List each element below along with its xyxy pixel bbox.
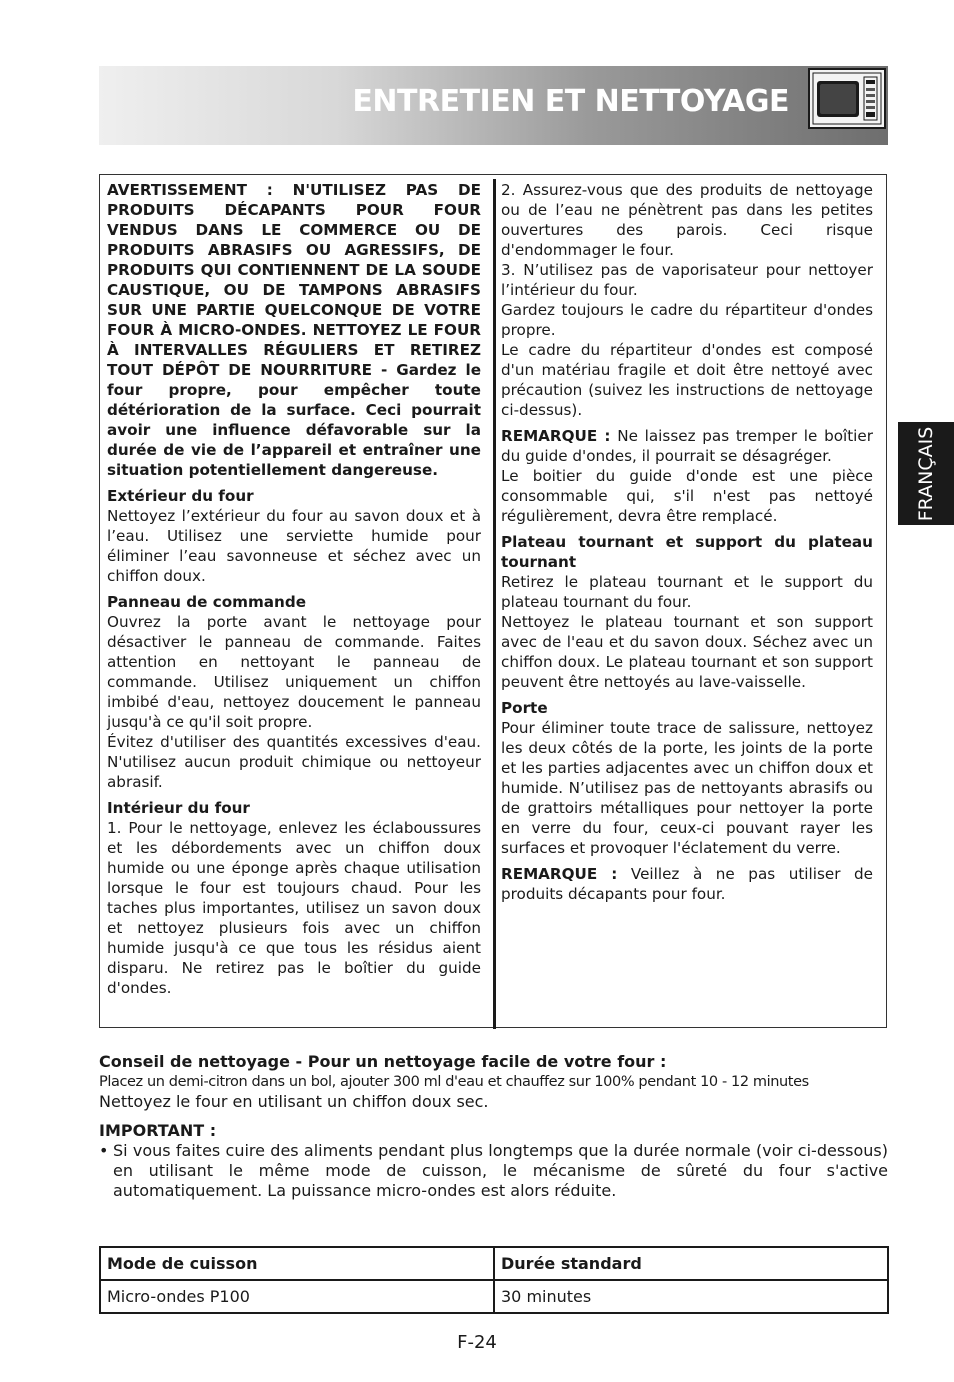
page-number: F-24 xyxy=(457,1332,497,1353)
page-title: ENTRETIEN ET NETTOYAGE xyxy=(352,84,789,119)
table-cell: 30 minutes xyxy=(494,1280,888,1313)
panel-heading: Panneau de commande xyxy=(107,593,307,611)
instructions-box xyxy=(99,174,887,1028)
language-label: FRANÇAIS xyxy=(915,426,937,521)
waveguide-text: Le boitier du guide d'onde est une pièce consommable qui, s'il n'est pas nettoyé régulièrement, devra être remplacé. xyxy=(501,467,873,525)
turntable-heading: Plateau tournant et support du plateau tournant xyxy=(501,533,873,571)
frame-text: Gardez toujours le cadre du répartiteur d'ondes propre. xyxy=(501,301,873,339)
table-cell: Micro-ondes P100 xyxy=(100,1280,494,1313)
turntable-text-2: Nettoyez le plateau tournant et son support avec de l'eau et du savon doux. Séchez avec un chiffon doux. Le plateau tournant et son support peuvent être nettoyés au lave-vaisselle. xyxy=(501,613,873,691)
tip-text-2: Nettoyez le four en utilisant un chiffon doux sec. xyxy=(99,1092,489,1111)
table-header: Durée standard xyxy=(494,1247,888,1280)
door-heading: Porte xyxy=(501,699,548,717)
table-header: Mode de cuisson xyxy=(100,1247,494,1280)
remark-2-label: REMARQUE : xyxy=(501,865,618,883)
table-row xyxy=(100,1280,888,1313)
turntable-text: Retirez le plateau tournant et le support du plateau tournant du four. xyxy=(501,573,873,611)
right-column xyxy=(501,180,873,904)
bullet-mark: • xyxy=(99,1141,109,1160)
interior-heading: Intérieur du four xyxy=(107,799,250,817)
important-heading: IMPORTANT : xyxy=(99,1121,217,1140)
column-divider xyxy=(493,179,496,1029)
table-header-row xyxy=(100,1247,888,1280)
remark-1 xyxy=(501,426,873,466)
important-text: Si vous faites cuire des aliments pendant plus longtemps que la durée normale (voir ci-dessous) en utilisant le même mode de cuisson, le mécanisme de sûreté du four s'active automatiquement. La puissance micro-ondes est alors réduite. xyxy=(113,1141,888,1200)
tip-heading: Conseil de nettoyage - Pour un nettoyage facile de votre four : xyxy=(99,1052,667,1071)
remark-1-text: Ne laissez pas tremper le boîtier du guide d'ondes, il pourrait se désagréger. xyxy=(501,427,873,465)
exterior-text: Nettoyez l’extérieur du four au savon doux et à l’eau. Utilisez une serviette humide pour éliminer l’eau savonneuse et séchez avec un chiffon doux. xyxy=(107,507,481,585)
left-column xyxy=(107,180,481,998)
language-tab xyxy=(898,422,954,525)
tips-section xyxy=(99,1052,888,1201)
panel-text-2: Évitez d'utiliser des quantités excessives d'eau. N'utilisez aucun produit chimique ou nettoyeur abrasif. xyxy=(107,733,481,791)
panel-text: Ouvrez la porte avant le nettoyage pour désactiver le panneau de commande. Faites attention en nettoyant le panneau de commande. Utilisez uniquement un chiffon imbibé d'eau, nettoyez doucement le panneau jusqu'à ce qu'il soit propre. xyxy=(107,613,481,731)
microwave-oven-icon xyxy=(808,68,886,129)
section-header xyxy=(99,66,888,145)
warning-text: AVERTISSEMENT : N'UTILISEZ PAS DE PRODUITS DÉCAPANTS POUR FOUR VENDUS DANS LE COMMERCE OU DE PRODUITS ABRASIFS OU AGRESSIFS, DE PRODUITS QUI CONTIENNENT DE LA SOUDE CAUSTIQUE, OU DE TAMPONS ABRASIFS SUR UNE PARTIE QUELCONQUE DE VOTRE FOUR À MICRO-ONDES. NETTOYEZ LE FOUR À INTERVALLES RÉGULIERS ET RETIREZ TOUT DÉPÔT DE NOURRITURE - Gardez le four propre, pour empêcher toute détérioration de la surface. Ceci pourrait avoir une influence défavorable sur la durée de vie de l’appareil et entraîner une situation potentiellement dangereuse. xyxy=(107,181,481,479)
item-2-text: 2. Assurez-vous que des produits de nettoyage ou de l’eau ne pénètrent pas dans les petites ouvertures des parois. Ceci risque d'endommager le four. xyxy=(501,181,873,259)
frame-text-2: Le cadre du répartiteur d'ondes est composé d'un matériau fragile et doit être nettoyé avec précaution (suivez les instructions de nettoyage ci-dessus). xyxy=(501,341,873,419)
tip-text: Placez un demi-citron dans un bol, ajouter 300 ml d'eau et chauffez sur 100% pendant 10 - 12 minutes xyxy=(99,1074,809,1090)
remark-1-label: REMARQUE : xyxy=(501,427,611,445)
door-text: Pour éliminer toute trace de salissure, nettoyez les deux côtés de la porte, les joints de la porte et les parties adjacentes avec un chiffon doux et humide. N’utilisez pas de nettoyants abrasifs ou de grattoirs métalliques pour nettoyer la porte en verre du four, ceux-ci pouvant rayer les surfaces et provoquer l'éclatement du verre. xyxy=(501,719,873,857)
interior-text: 1. Pour le nettoyage, enlevez les éclaboussures et les débordements avec un chiffon doux humide ou une éponge après chaque utilisation lorsque le four est toujours chaud. Pour les taches plus importantes, utilisez un savon doux et nettoyez plusieurs fois avec un chiffon humide jusqu'à ce que tous les résidus aient disparu. Ne retirez pas le boîtier du guide d'ondes. xyxy=(107,819,481,997)
cooking-time-table xyxy=(99,1246,889,1314)
item-3-text: 3. N’utilisez pas de vaporisateur pour nettoyer l’intérieur du four. xyxy=(501,261,873,299)
remark-2 xyxy=(501,864,873,904)
exterior-heading: Extérieur du four xyxy=(107,487,254,505)
important-item xyxy=(99,1141,888,1201)
remark-2-text: Veillez à ne pas utiliser de produits décapants pour four. xyxy=(501,865,873,903)
